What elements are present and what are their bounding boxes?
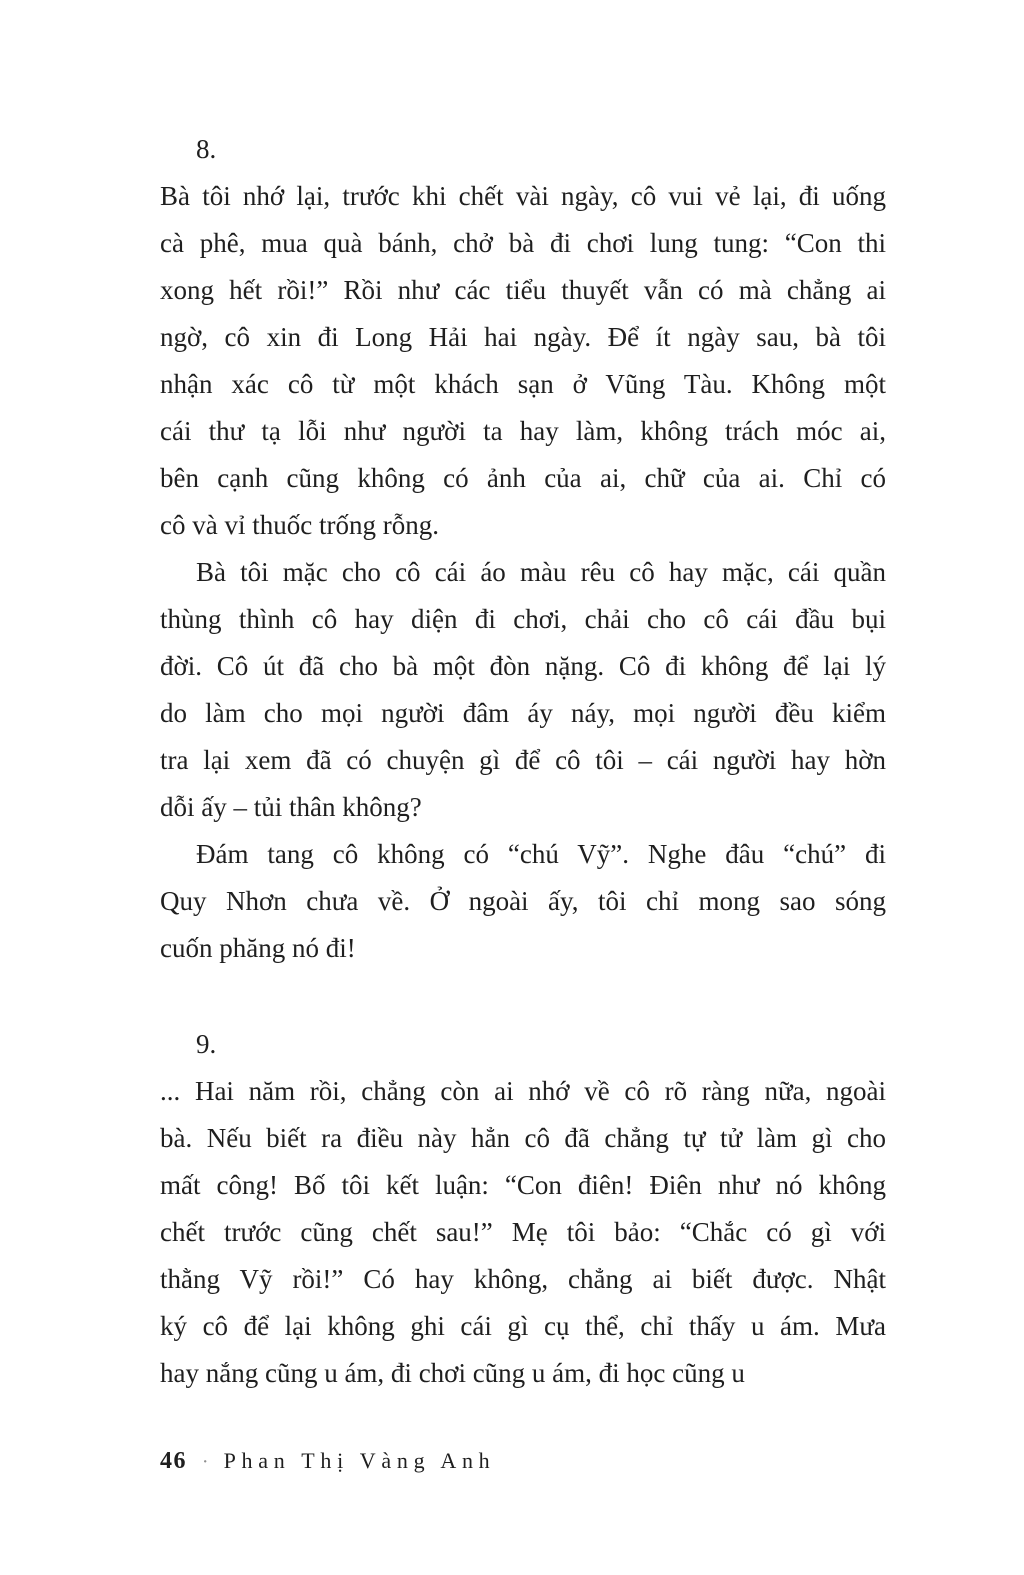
text-line: Bà tôi mặc cho cô cái áo màu rêu cô hay mặc, cái quần <box>196 557 886 587</box>
text-line: mất công! Bố tôi kết luận: “Con điên! Điên như nó không <box>160 1170 886 1200</box>
book-author: Phan Thị Vàng Anh <box>223 1448 496 1473</box>
text-line: Đám tang cô không có “chú Vỹ”. Nghe đâu “chú” đi <box>196 839 886 869</box>
text-line: dỗi ấy – tủi thân không? <box>160 792 422 822</box>
text-line: Quy Nhơn chưa về. Ở ngoài ấy, tôi chỉ mong sao sóng <box>160 886 886 916</box>
text-line: ký cô để lại không ghi cái gì cụ thể, chỉ thấy u ám. Mưa <box>160 1311 886 1341</box>
text-line: thằng Vỹ rồi!” Có hay không, chẳng ai biết được. Nhật <box>160 1264 886 1294</box>
text-line: ... Hai năm rồi, chẳng còn ai nhớ về cô rõ ràng nữa, ngoài <box>160 1076 886 1106</box>
text-line: do làm cho mọi người đâm áy náy, mọi người đều kiểm <box>160 698 886 728</box>
section-heading: 9. <box>196 1029 217 1059</box>
text-line: tra lại xem đã có chuyện gì để cô tôi – cái người hay hờn <box>160 745 886 775</box>
text-line: xong hết rồi!” Rồi như các tiểu thuyết vẫn có mà chẳng ai <box>160 275 886 305</box>
text-line: thùng thình cô hay diện đi chơi, chải cho cô cái đầu bụi <box>160 604 886 634</box>
paragraph <box>160 831 886 972</box>
text-line: cái thư tạ lỗi như người ta hay làm, không trách móc ai, <box>160 416 886 446</box>
text-line: bên cạnh cũng không có ảnh của ai, chữ của ai. Chỉ có <box>160 463 886 493</box>
text-line: chết trước cũng chết sau!” Mẹ tôi bảo: “Chắc có gì với <box>160 1217 886 1247</box>
section-heading: 8. <box>196 134 217 164</box>
paragraph <box>160 173 886 549</box>
text-line: bà. Nếu biết ra điều này hẳn cô đã chẳng tự tử làm gì cho <box>160 1123 886 1153</box>
paragraph <box>160 549 886 831</box>
text-line: cà phê, mua quà bánh, chở bà đi chơi lung tung: “Con thi <box>160 228 886 258</box>
footer-separator-dot: · <box>201 1451 209 1473</box>
page-number: 46 <box>160 1448 187 1474</box>
section-8 <box>160 126 886 972</box>
text-line: đời. Cô út đã cho bà một đòn nặng. Cô đi không để lại lý <box>160 651 886 681</box>
text-line: Bà tôi nhớ lại, trước khi chết vài ngày, cô vui vẻ lại, đi uống <box>160 181 886 211</box>
section-9 <box>160 1021 886 1397</box>
paragraph <box>160 1068 886 1397</box>
text-line: hay nắng cũng u ám, đi chơi cũng u ám, đi học cũng u <box>160 1358 745 1388</box>
page-footer <box>160 1437 886 1486</box>
page-content <box>160 126 886 1397</box>
text-line: ngờ, cô xin đi Long Hải hai ngày. Để ít ngày sau, bà tôi <box>160 322 886 352</box>
text-line: nhận xác cô từ một khách sạn ở Vũng Tàu. Không một <box>160 369 886 399</box>
text-line: cuốn phăng nó đi! <box>160 933 356 963</box>
text-line: cô và vỉ thuốc trống rỗng. <box>160 510 439 540</box>
